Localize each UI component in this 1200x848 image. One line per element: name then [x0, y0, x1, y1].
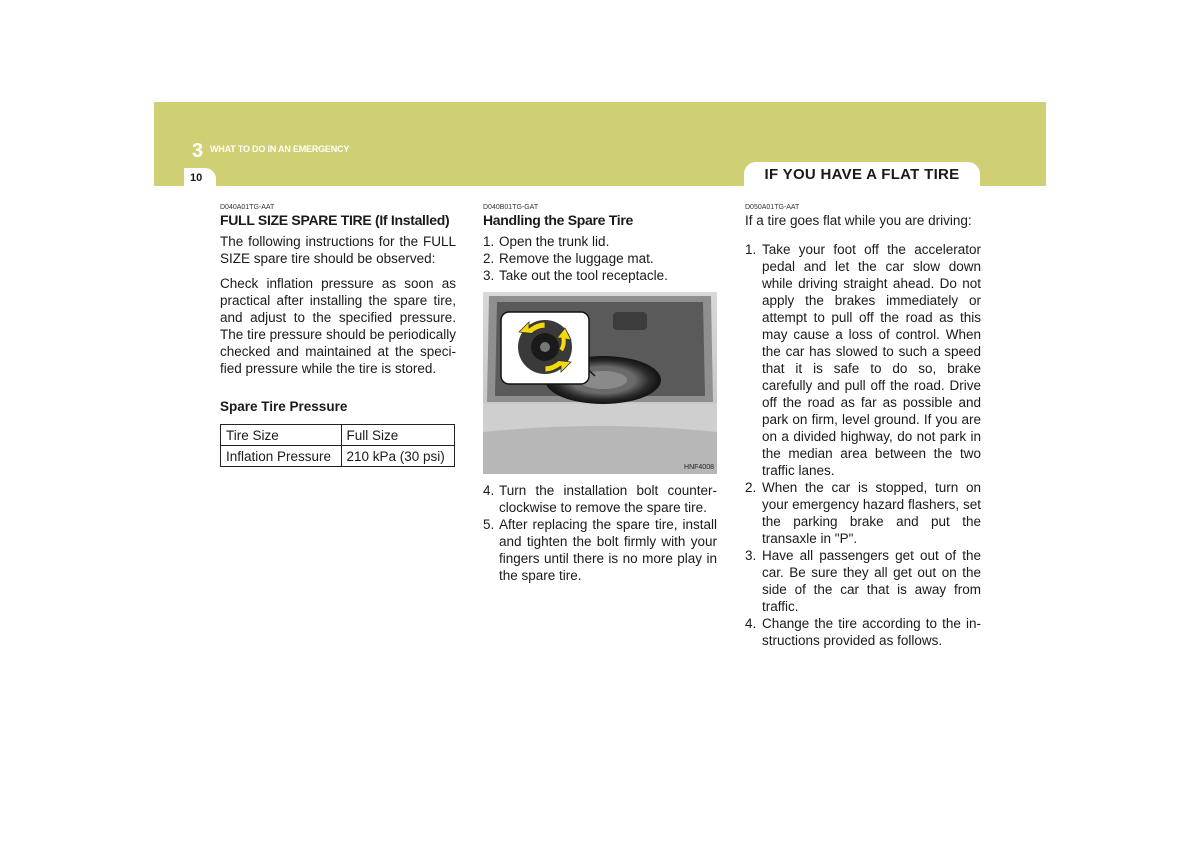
- chapter-title: WHAT TO DO IN AN EMERGENCY: [210, 144, 350, 154]
- table-heading: Spare Tire Pressure: [220, 399, 348, 414]
- list-item: [745, 241, 981, 479]
- step-text: Have all passengers get out of the car. Be sure they all get out on the side of the car that is away from traffic.: [762, 548, 981, 614]
- step-number: 4.: [745, 616, 757, 631]
- table-cell: Full Size: [341, 425, 455, 446]
- table-row: [221, 425, 455, 446]
- list-item: [745, 615, 981, 649]
- paragraph: The following instructions for the FULL SIZE spare tire should be observed:: [220, 234, 456, 266]
- steps-list: [483, 482, 717, 584]
- table-row: [221, 446, 455, 467]
- step-text: After replacing the spare tire, install and tighten the bolt firmly with your fingers until there is no more play in the spare tire.: [499, 517, 717, 583]
- list-item: [483, 482, 717, 516]
- page-number: 10: [190, 172, 203, 184]
- list-item: [483, 233, 717, 250]
- column-handling-spare: [483, 204, 717, 584]
- trunk-spare-tire-illustration: [483, 292, 717, 474]
- list-item: [483, 516, 717, 584]
- list-item: [483, 267, 717, 284]
- list-item: [745, 547, 981, 615]
- steps-list: [745, 241, 981, 649]
- chapter-number: 3: [192, 140, 204, 162]
- step-text: Open the trunk lid.: [499, 234, 610, 249]
- figure-label: HNF4008: [684, 464, 714, 471]
- step-number: 3.: [483, 268, 495, 283]
- steps-list: [483, 233, 717, 284]
- step-text: Take your foot off the accelerator pedal and let the car slow down while driving straight ahead. Do not apply the brakes immediately or attempt to pull off the road as this may cause a loss of control. When the car has slowed to such a speed that it is safe to do so, brake carefully and pull off the road. Drive off the road as far as possible and park on firm, level ground. If you are on a divided highway, do not park in the median area between the two traffic lanes.: [762, 242, 981, 478]
- spare-tire-pressure-table: [220, 424, 455, 467]
- table-cell: Inflation Pressure: [221, 446, 342, 467]
- step-number: 4.: [483, 483, 495, 498]
- step-text: Take out the tool receptacle.: [499, 268, 668, 283]
- step-number: 5.: [483, 517, 495, 532]
- step-number: 1.: [483, 234, 495, 249]
- step-number: 3.: [745, 548, 757, 563]
- step-number: 2.: [483, 251, 495, 266]
- section-code: D040B01TG-GAT: [483, 204, 539, 211]
- list-item: [483, 250, 717, 267]
- table-cell: 210 kPa (30 psi): [341, 446, 455, 467]
- section-heading: FULL SIZE SPARE TIRE (If Installed): [220, 212, 450, 228]
- list-item: [745, 479, 981, 547]
- step-text: Remove the luggage mat.: [499, 251, 654, 266]
- section-heading: Handling the Spare Tire: [483, 212, 633, 228]
- section-title: IF YOU HAVE A FLAT TIRE: [764, 166, 960, 183]
- column-flat-tire: [745, 204, 981, 649]
- step-number: 1.: [745, 242, 757, 257]
- step-text: Change the tire according to the in-structions provided as follows.: [762, 616, 981, 648]
- intro-paragraph: If a tire goes flat while you are driving:: [745, 213, 972, 228]
- step-text: When the car is stopped, turn on your emergency hazard flashers, set the parking brake and put the transaxle in "P".: [762, 480, 981, 546]
- section-code: D040A01TG-AAT: [220, 204, 275, 211]
- trunk-image: [483, 292, 717, 474]
- step-text: Turn the installation bolt counter-clockwise to remove the spare tire.: [499, 483, 717, 515]
- section-code: D050A01TG-AAT: [745, 204, 800, 211]
- paragraph: Check inflation pressure as soon as practical after installing the spare tire, and adjust to the specified pressure. The tire pressure should be periodically checked and maintained at the speci-fied pressure while the tire is stored.: [220, 276, 456, 376]
- column-full-size-spare: [220, 204, 456, 467]
- table-cell: Tire Size: [221, 425, 342, 446]
- step-number: 2.: [745, 480, 757, 495]
